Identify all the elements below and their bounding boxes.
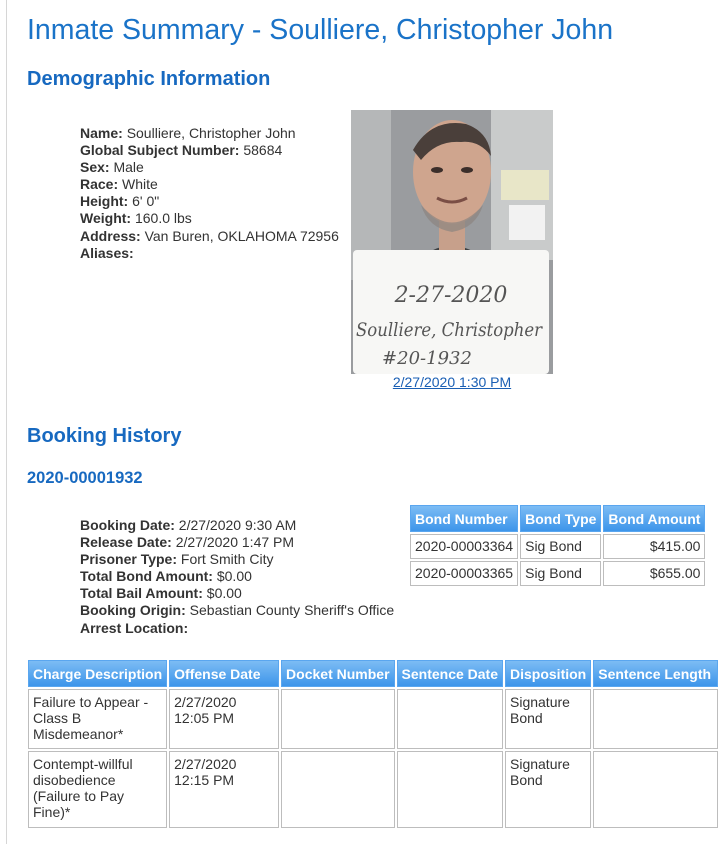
- field-value: $0.00: [206, 585, 242, 602]
- field-value: Van Buren, OKLAHOMA 72956: [144, 227, 339, 244]
- field-value: Male: [113, 159, 144, 176]
- page-title: Inmate Summary - Soulliere, Christopher John: [27, 14, 614, 46]
- sentence-date-cell: [397, 689, 503, 749]
- charge-header-row: [28, 660, 718, 687]
- release-date-row: [80, 534, 394, 551]
- charge-table: [26, 658, 720, 830]
- board-line-name: Soulliere, Christopher: [356, 319, 544, 341]
- field-label: Prisoner Type:: [80, 551, 177, 568]
- col-bond-type[interactable]: Bond Type: [520, 505, 601, 532]
- booking-date-row: [80, 517, 394, 534]
- col-disposition[interactable]: Disposition: [505, 660, 591, 687]
- field-value: Fort Smith City: [180, 551, 274, 568]
- aliases-row: [80, 245, 339, 262]
- bond-amount-cell: $415.00: [603, 534, 705, 559]
- weight-row: [80, 210, 339, 227]
- field-label: Sex:: [80, 159, 110, 176]
- field-label: Aliases:: [80, 244, 134, 261]
- charge-description-cell: Failure to Appear - Class B Misdemeanor*: [28, 689, 167, 749]
- field-value: 58684: [243, 142, 283, 159]
- prisoner-type-row: [80, 551, 394, 568]
- booking-number: 2020-00001932: [27, 469, 143, 487]
- field-label: Total Bail Amount:: [80, 585, 203, 602]
- bond-type-cell: Sig Bond: [520, 534, 601, 559]
- disposition-cell: Signature Bond: [505, 689, 591, 749]
- field-value: White: [122, 176, 158, 193]
- photo-date-link[interactable]: 2/27/2020 1:30 PM: [392, 374, 512, 390]
- sentence-length-cell: [593, 689, 718, 749]
- table-row: [28, 751, 718, 828]
- sex-row: [80, 159, 339, 176]
- field-label: Global Subject Number:: [80, 142, 240, 159]
- height-row: [80, 193, 339, 210]
- bond-amount-cell: $655.00: [603, 561, 705, 586]
- field-label: Booking Date:: [80, 517, 175, 533]
- field-value: 6' 0": [132, 193, 160, 210]
- arrest-location-row: [80, 620, 394, 637]
- col-offense-date[interactable]: Offense Date: [169, 660, 279, 687]
- bond-header-row: [410, 505, 705, 532]
- field-label: Address:: [80, 227, 141, 244]
- bond-number-cell: 2020-00003365: [410, 561, 518, 586]
- disposition-cell: Signature Bond: [505, 751, 591, 828]
- demographic-heading: Demographic Information: [27, 68, 271, 90]
- table-row: [410, 534, 705, 559]
- field-label: Name:: [80, 125, 123, 141]
- field-label: Release Date:: [80, 534, 172, 551]
- col-sentence-length[interactable]: Sentence Length: [593, 660, 718, 687]
- field-label: Arrest Location:: [80, 619, 189, 636]
- address-row: [80, 228, 339, 245]
- field-label: Total Bond Amount:: [80, 568, 213, 585]
- booking-info: [80, 517, 394, 637]
- offense-date-cell: 2/27/2020 12:05 PM: [169, 689, 279, 749]
- bond-number-cell: 2020-00003364: [410, 534, 518, 559]
- table-row: [28, 689, 718, 749]
- left-border: [6, 0, 7, 844]
- charge-description-cell: Contempt-willful disobedience (Failure to Pay Fine)*: [28, 751, 167, 828]
- field-value: Soulliere, Christopher John: [126, 125, 296, 141]
- race-row: [80, 176, 339, 193]
- field-value: 2/27/2020 9:30 AM: [178, 517, 297, 533]
- board-line-date: 2-27-2020: [394, 283, 508, 308]
- total-bond-row: [80, 568, 394, 585]
- field-label: Booking Origin:: [80, 602, 186, 619]
- col-sentence-date[interactable]: Sentence Date: [397, 660, 503, 687]
- field-value: 2/27/2020 1:47 PM: [175, 534, 295, 551]
- table-row: [410, 561, 705, 586]
- offense-date-cell: 2/27/2020 12:15 PM: [169, 751, 279, 828]
- sentence-date-cell: [397, 751, 503, 828]
- field-value: $0.00: [216, 568, 252, 585]
- col-bond-number[interactable]: Bond Number: [410, 505, 518, 532]
- field-value: Sebastian County Sheriff's Office: [189, 602, 395, 619]
- col-charge-description[interactable]: Charge Description: [28, 660, 167, 687]
- booking-origin-row: [80, 602, 394, 619]
- bond-table: [408, 503, 707, 588]
- field-label: Height:: [80, 193, 129, 210]
- booking-history-heading: Booking History: [27, 425, 182, 447]
- col-docket-number[interactable]: Docket Number: [281, 660, 394, 687]
- col-bond-amount[interactable]: Bond Amount: [603, 505, 705, 532]
- field-label: Race:: [80, 176, 119, 193]
- docket-number-cell: [281, 751, 394, 828]
- mugshot-image: [351, 110, 553, 374]
- demographic-info: [80, 125, 339, 262]
- docket-number-cell: [281, 689, 394, 749]
- subject-number-row: [80, 142, 339, 159]
- board-line-number: #20-1932: [382, 348, 472, 369]
- name-row: [80, 125, 339, 142]
- mugshot-photo: [351, 110, 553, 374]
- sentence-length-cell: [593, 751, 718, 828]
- total-bail-row: [80, 585, 394, 602]
- field-label: Weight:: [80, 210, 132, 227]
- field-value: 160.0 lbs: [134, 210, 192, 227]
- bond-type-cell: Sig Bond: [520, 561, 601, 586]
